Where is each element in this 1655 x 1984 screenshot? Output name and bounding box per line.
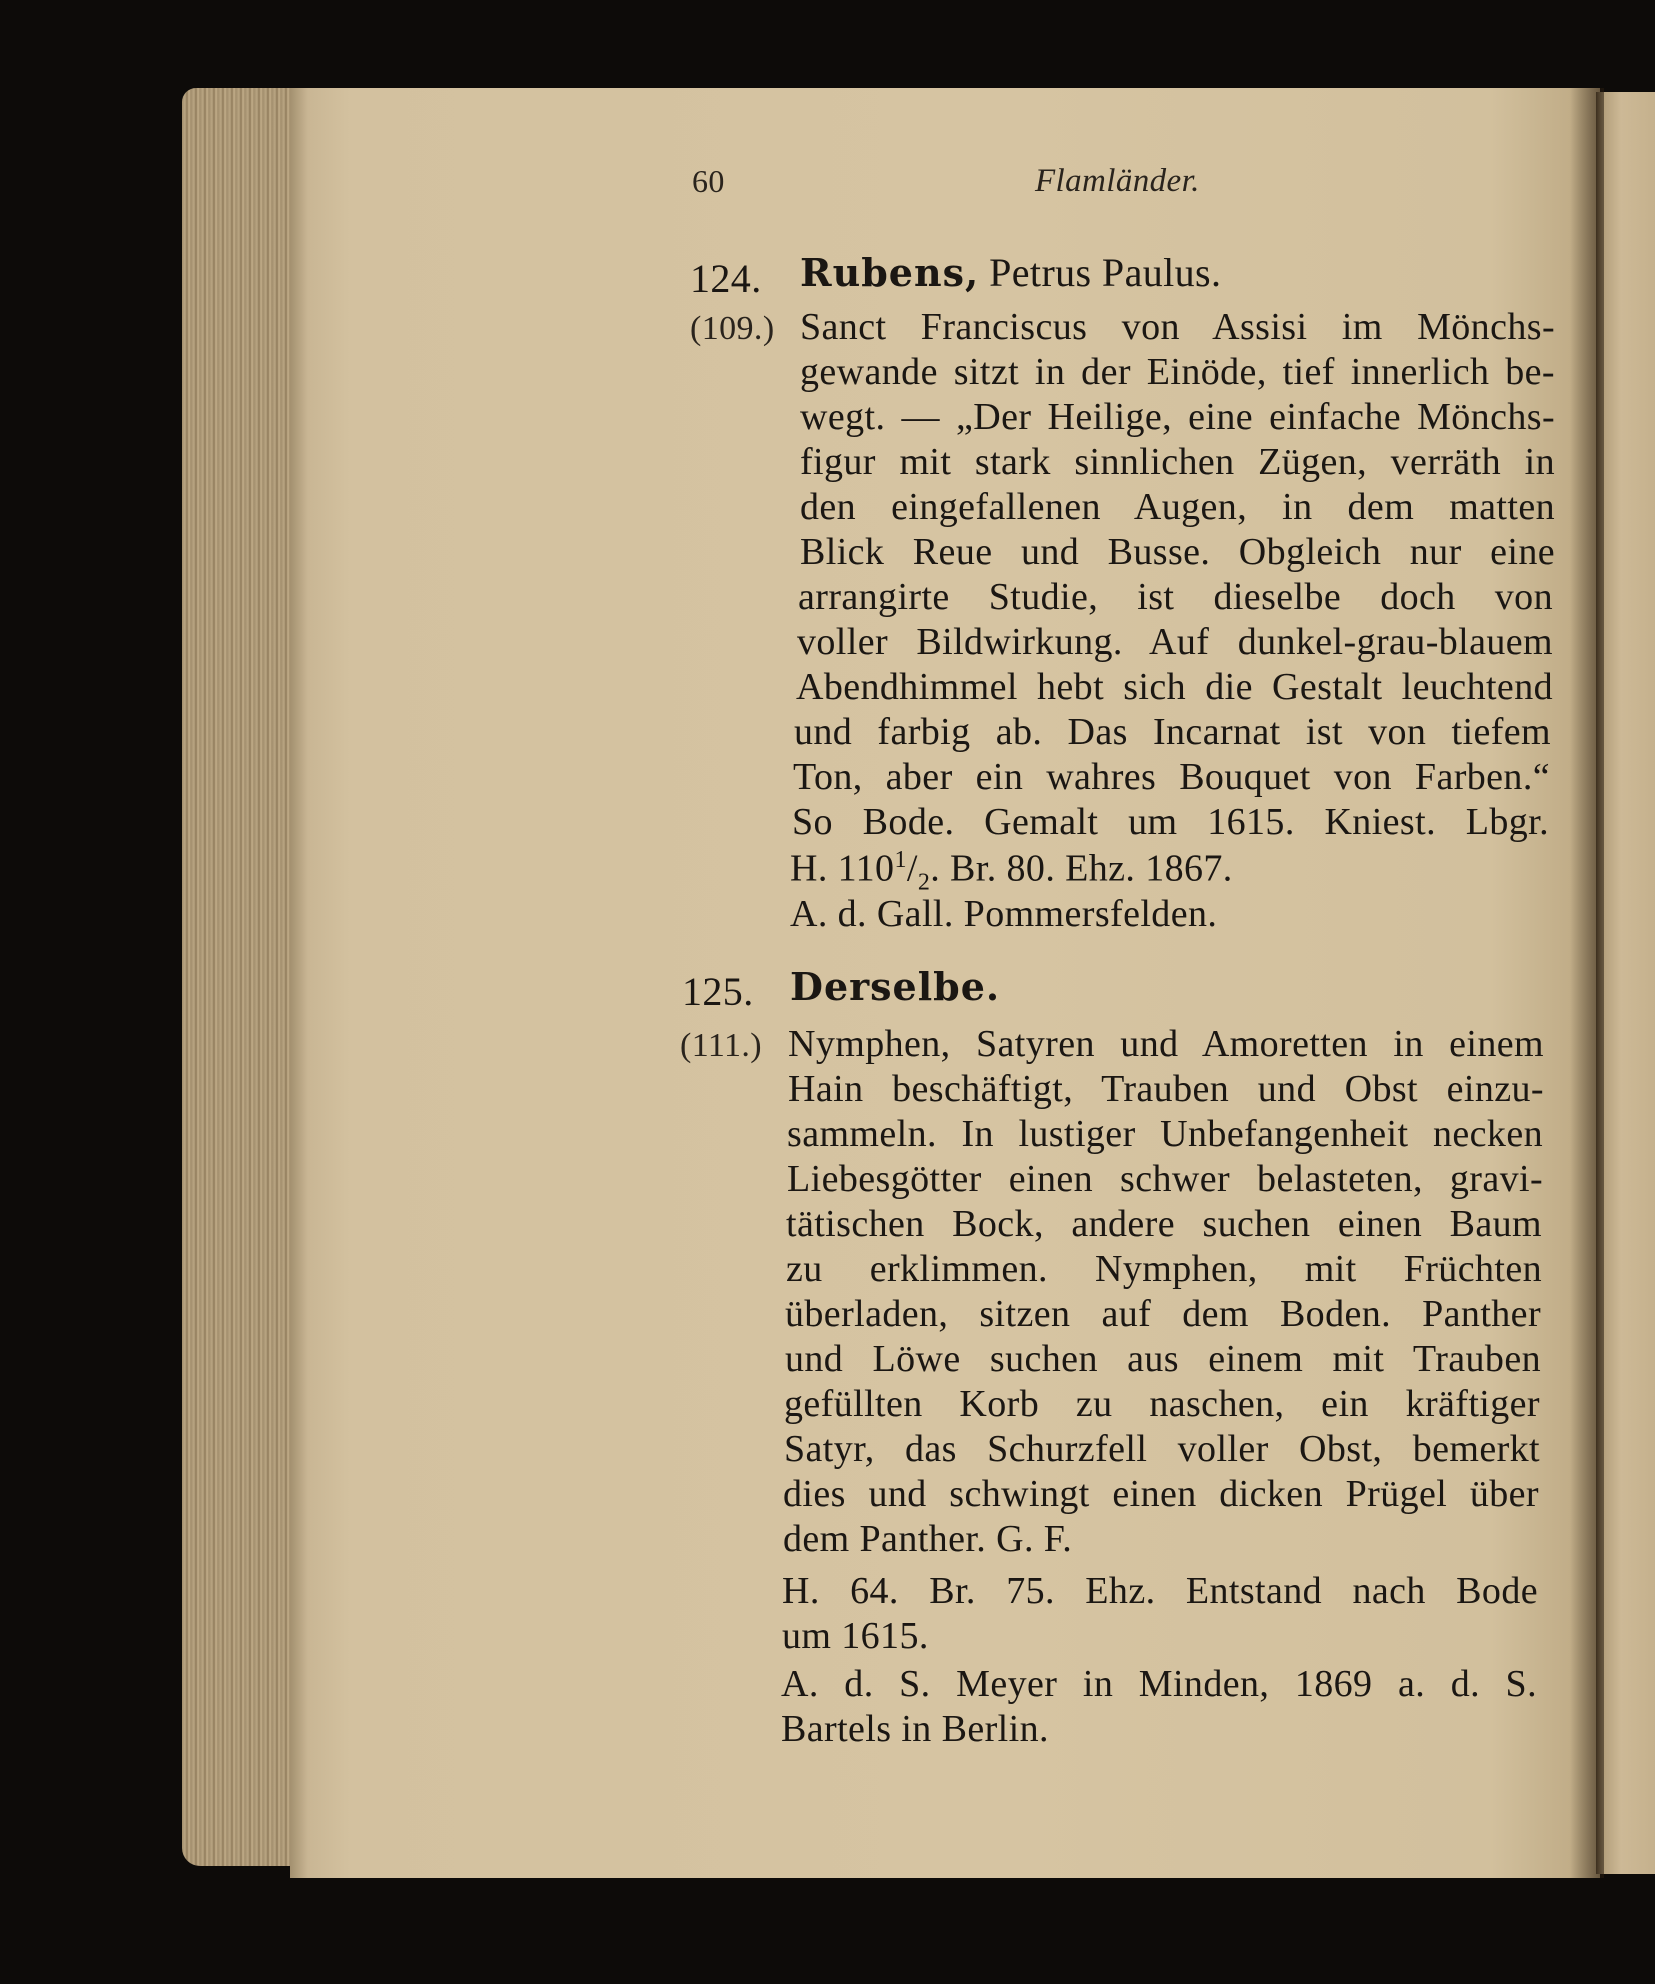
text-line: dies und schwingt einen dicken Prügel über (783, 1473, 1539, 1515)
dimensions-rest: . Br. 80. Ehz. 1867. (930, 847, 1233, 890)
page-edge-stack (182, 88, 302, 1866)
text-line: voller Bildwirkung. Auf dunkel-grau-blauem (797, 621, 1553, 663)
text-line: Abendhimmel hebt sich die Gestalt leuchtend (796, 666, 1553, 708)
text-line: den eingefallenen Augen, in dem matten (800, 486, 1555, 528)
fraction-denominator: 2 (917, 869, 931, 896)
text-line: So Bode. Gemalt um 1615. Kniest. Lbgr. (792, 801, 1549, 843)
height-value: H. 110 (790, 847, 895, 890)
text-line: wegt. — „Der Heilige, eine einfache Mönchs- (800, 396, 1555, 438)
text-line: gewande sitzt in der Einöde, tief innerlich be- (800, 351, 1555, 393)
old-catalogue-number: (109.) (690, 310, 775, 347)
entry-heading (800, 250, 1222, 295)
old-catalogue-number: (111.) (680, 1027, 763, 1064)
text-line: tätischen Bock, andere suchen einen Baum (786, 1203, 1542, 1245)
text-line: und Löwe suchen aus einem mit Trauben (785, 1338, 1541, 1380)
entry-heading (790, 964, 1001, 1009)
text-line: Liebesgötter einen schwer belasteten, gravi- (787, 1158, 1543, 1200)
text-line: dem Panther. G. F. (783, 1518, 1073, 1560)
text-line: Nymphen, Satyren und Amoretten in einem (788, 1023, 1544, 1065)
provenance-line: Bartels in Berlin. (781, 1708, 1049, 1750)
text-line: Sanct Franciscus von Assisi im Mönchs- (800, 306, 1555, 348)
text-line: arrangirte Studie, ist dieselbe doch von (798, 576, 1553, 618)
text-line: zu erklimmen. Nymphen, mit Früchten (786, 1248, 1542, 1290)
entry-number: 125. (682, 969, 754, 1014)
text-line: figur mit stark sinnlichen Zügen, verräth in (800, 441, 1555, 483)
text-line: Ton, aber ein wahres Bouquet von Farben.“ (793, 756, 1550, 798)
text-line: sammeln. In lustiger Unbefangenheit necken (787, 1113, 1543, 1155)
text-line: Hain beschäftigt, Trauben und Obst einzu- (788, 1068, 1544, 1110)
fraction-numerator: 1 (894, 847, 907, 873)
dimensions-line: um 1615. (782, 1615, 929, 1657)
text-line: überladen, sitzen auf dem Boden. Panther (785, 1293, 1541, 1335)
text-line: Blick Reue und Busse. Obgleich nur eine (800, 531, 1555, 573)
gutter-shadow (1570, 88, 1604, 1878)
provenance-line: A. d. S. Meyer in Minden, 1869 a. d. S. (781, 1663, 1537, 1705)
artist-given-names: Petrus Paulus. (989, 250, 1222, 295)
page-number: 60 (692, 163, 725, 199)
text-line: und farbig ab. Das Incarnat ist von tiefem (794, 711, 1551, 753)
dimensions-line: H. $110^1/_2$. Br. 80. Ehz. 1867. (790, 847, 1233, 896)
facing-page-edge (1596, 92, 1655, 1874)
dimensions-line: H. 64. Br. 75. Ehz. Entstand nach Bode (782, 1570, 1538, 1612)
running-title: Flamländer. (1035, 163, 1200, 199)
artist-name: Rubens, (800, 250, 980, 295)
provenance-line: A. d. Gall. Pommersfelden. (790, 893, 1218, 935)
artist-name: Derselbe. (790, 964, 1001, 1009)
text-line: Satyr, das Schurzfell voller Obst, bemerkt (784, 1428, 1540, 1470)
text-line: gefüllten Korb zu naschen, ein kräftiger (784, 1383, 1540, 1425)
entry-number: 124. (690, 256, 762, 301)
